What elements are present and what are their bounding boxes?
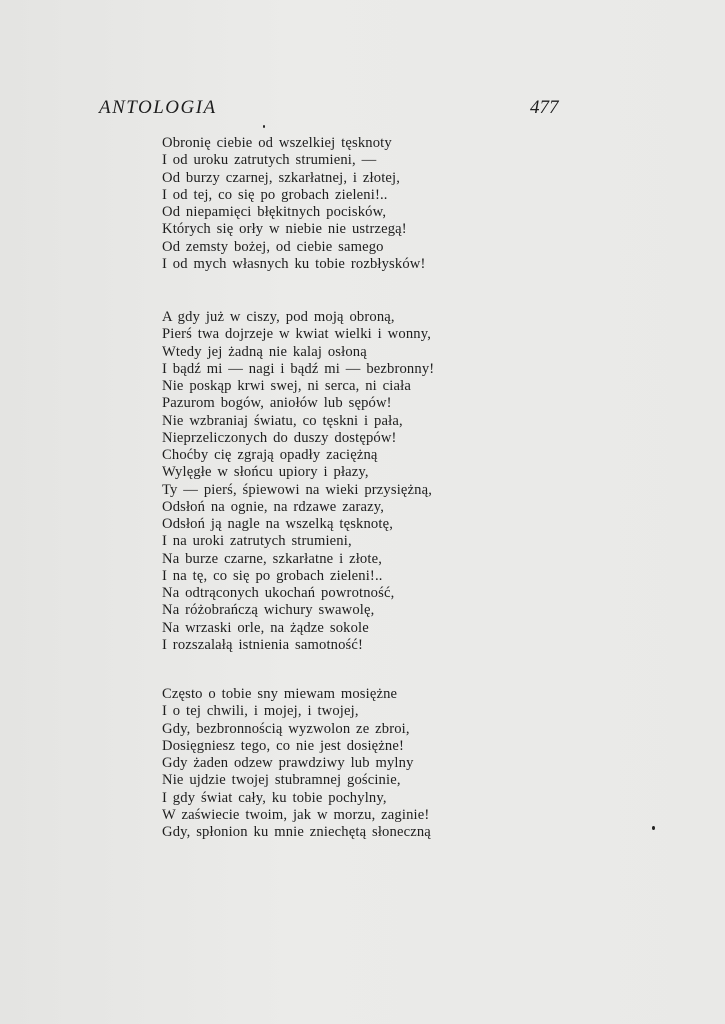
poem-line: I od tej, co się po grobach zieleni!.. [162, 186, 388, 203]
poem-line: Odsłoń ją nagle na wszelką tęsknotę, [162, 516, 393, 532]
poem-line: I na uroki zatrutych strumieni, [162, 533, 352, 550]
poem-line: Gdy żaden odzew prawdziwy lub mylny [162, 755, 414, 771]
poem-line: Dosięgniesz tego, co nie jest dosiężne! [162, 737, 404, 754]
poem-line: Gdy, bezbronnością wyzwolon ze zbroi, [162, 720, 410, 737]
poem-line: Od niepamięci błękitnych pocisków, [162, 204, 387, 220]
poem-line: Od zemsty bożej, od ciebie samego [162, 238, 384, 255]
poem-line: Często o tobie sny miewam mosiężne [162, 686, 398, 702]
poem-line: A gdy już w ciszy, pod moją obroną, [162, 309, 395, 325]
poem-line: I rozszalałą istnienia samotność! [162, 636, 364, 653]
poem-line: I bądź mi — nagi i bądź mi — bezbronny! [162, 360, 435, 377]
poem-line: I od mych własnych ku tobie rozbłysków! [162, 255, 426, 272]
stanza-3 [162, 686, 431, 841]
poem-line: Nieprzeliczonych do duszy dostępów! [162, 429, 397, 446]
poem-line: I od uroku zatrutych strumieni, — [162, 152, 377, 169]
poem-line: Nie poskąp krwi swej, ni serca, ni ciała [162, 378, 411, 394]
poem-line: Na burze czarne, szkarłatne i złote, [162, 550, 382, 567]
poem-line: Wtedy jej żadną nie kalaj osłoną [162, 343, 367, 360]
poem-line: Odsłoń na ognie, na rdzawe zarazy, [162, 498, 385, 515]
print-speck [652, 826, 655, 830]
poem-line: Na wrzaski orle, na żądze sokole [162, 619, 369, 636]
poem-line: Choćby cię zgrają opadły zaciężną [162, 447, 378, 463]
poem-line: Gdy, spłonion ku mnie zniechętą słoneczną [162, 824, 431, 840]
poem-line: Nie wzbraniaj światu, co tęskni i pała, [162, 412, 403, 429]
poem-line: Od burzy czarnej, szkarłatnej, i złotej, [162, 169, 401, 186]
poem-line: I o tej chwili, i mojej, i twojej, [162, 703, 359, 720]
running-header-title: ANTOLOGIA [99, 97, 217, 118]
poem-line: Których się orły w niebie nie ustrzegą! [162, 221, 407, 238]
poem-line: Wylęgłe w słońcu upiory i płazy, [162, 464, 369, 481]
poem-line: Nie ujdzie twojej stubramnej gościnie, [162, 772, 401, 789]
poem-line: Ty — pierś, śpiewowi na wieki przysiężną, [162, 481, 433, 498]
poem-line: Na różobrańczą wichury swawolę, [162, 602, 375, 619]
poem-line: I gdy świat cały, ku tobie pochylny, [162, 789, 387, 806]
poem-line: Pierś twa dojrzeje w kwiat wielki i wonny, [162, 326, 432, 343]
stanza-2 [162, 309, 434, 654]
poem-line: Na odtrąconych ukochań powrotność, [162, 585, 395, 601]
print-speck [263, 125, 265, 128]
page-number: 477 [530, 97, 559, 118]
poem-line: I na tę, co się po grobach zieleni!.. [162, 567, 383, 584]
poem-line: Obronię ciebie od wszelkiej tęsknoty [162, 135, 392, 151]
poem-line: W zaświecie twoim, jak w morzu, zaginie! [162, 806, 430, 823]
stanza-1 [162, 135, 425, 273]
poem-line: Pazurom bogów, aniołów lub sępów! [162, 395, 392, 412]
